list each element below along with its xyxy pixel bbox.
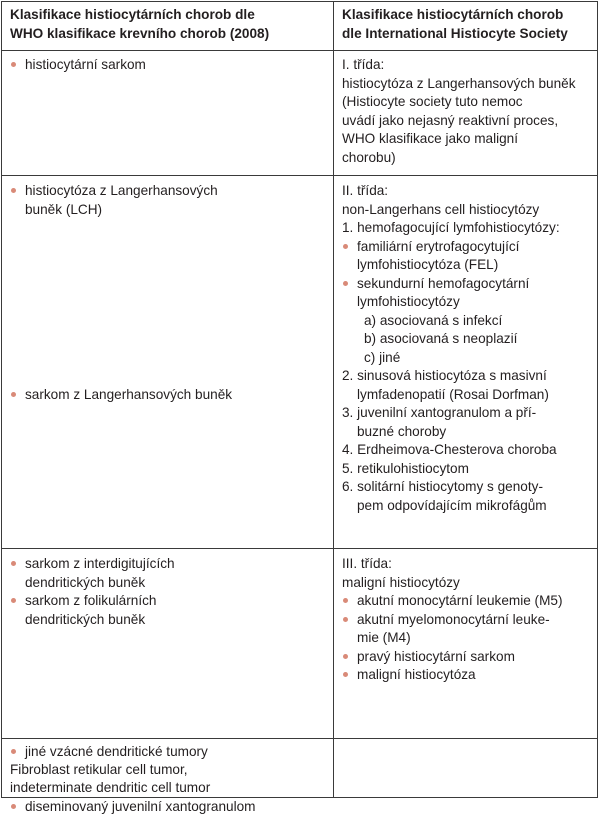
list-item <box>10 555 326 592</box>
row4-who-content <box>10 742 330 816</box>
row2-ihs-cell <box>342 182 594 515</box>
list-item-line: familiární erytrofagocytující <box>357 238 594 257</box>
list-item-line: histiocytóza z Langerhansových <box>25 182 326 201</box>
numbered-item-cont: lymfadenopatií (Rosai Dorfman) <box>342 386 594 405</box>
table-row <box>2 549 597 739</box>
sub-item: a) asociovaná s infekcí <box>342 312 594 331</box>
header-who-line: WHO klasifikace krevního chorob (2008) <box>10 25 326 44</box>
row2-who-cell <box>10 182 326 405</box>
row3-ihs-cell <box>342 555 594 685</box>
class-note: uvádí jako nejasný reaktivní proces, <box>342 112 594 131</box>
list-item-line: indeterminate dendritic cell tumor <box>10 779 330 798</box>
list-item: diseminovaný juvenilní xantogranulom <box>10 798 330 816</box>
numbered-item: 5. retikulohistiocytom <box>342 460 594 479</box>
class-name: non-Langerhans cell histiocytózy <box>342 201 594 220</box>
classification-table <box>1 1 598 798</box>
list-item <box>342 611 594 648</box>
header-who <box>10 6 326 43</box>
table-header <box>2 2 597 51</box>
row1-ihs-cell <box>342 56 594 167</box>
header-ihs-line: Klasifikace histiocytárních chorob <box>342 6 594 25</box>
class-label: III. třída: <box>342 555 594 574</box>
list-item-line: sarkom z interdigitujících <box>25 555 326 574</box>
class-note: (Histiocyte society tuto nemoc <box>342 93 594 112</box>
numbered-item: 3. juvenilní xantogranulom a pří- <box>342 404 594 423</box>
header-who-line: Klasifikace histiocytárních chorob dle <box>10 6 326 25</box>
list-item <box>342 238 594 275</box>
list-item-line: lymfohistiocytóza (FEL) <box>357 256 594 275</box>
list-item: histiocytární sarkom <box>10 56 326 75</box>
list-item <box>342 275 594 312</box>
table-row <box>2 176 597 549</box>
class-name: histiocytóza z Langerhansových buněk <box>342 75 594 94</box>
list-item <box>10 182 326 219</box>
list-item-line: mie (M4) <box>357 629 594 648</box>
list-item-line: buněk (LCH) <box>25 201 326 220</box>
list-item-line: lymfohistiocytózy <box>357 293 594 312</box>
list-item-line: dendritických buněk <box>25 574 326 593</box>
class-label: I. třída: <box>342 56 594 75</box>
header-ihs <box>342 6 594 43</box>
list-item: sarkom z Langerhansových buněk <box>10 386 326 405</box>
list-item <box>10 592 326 629</box>
numbered-item: 6. solitární histiocytomy s genoty- <box>342 478 594 497</box>
list-item-line: akutní myelomonocytární leuke- <box>357 611 594 630</box>
class-note: WHO klasifikace jako maligní <box>342 130 594 149</box>
list-item-line: sekundurní hemofagocytární <box>357 275 594 294</box>
row1-who-cell <box>10 56 326 75</box>
list-item: pravý histiocytární sarkom <box>342 648 594 667</box>
list-item-line: dendritických buněk <box>25 611 326 630</box>
sub-item: c) jiné <box>342 349 594 368</box>
list-item-line: Fibroblast retikular cell tumor, <box>10 761 330 780</box>
numbered-item: 1. hemofagocující lymfohistiocytózy: <box>342 219 594 238</box>
header-ihs-line: dle International Histiocyte Society <box>342 25 594 44</box>
numbered-item: 4. Erdheimova-Chesterova choroba <box>342 441 594 460</box>
numbered-item: 2. sinusová histiocytóza s masivní <box>342 367 594 386</box>
table-row <box>2 50 597 176</box>
list-item: akutní monocytární leukemie (M5) <box>342 592 594 611</box>
list-item-line: sarkom z folikulárních <box>25 592 326 611</box>
numbered-item-cont: pem odpovídajícím mikrofágům <box>342 497 594 516</box>
list-item: maligní histiocytóza <box>342 666 594 685</box>
list-item-line: jiné vzácné dendritické tumory <box>25 743 326 762</box>
class-name: maligní histiocytózy <box>342 574 594 593</box>
sub-item: b) asociovaná s neoplazií <box>342 330 594 349</box>
class-note: chorobu) <box>342 149 594 168</box>
numbered-item-cont: buzné choroby <box>342 423 594 442</box>
class-label: II. třída: <box>342 182 594 201</box>
row3-who-cell <box>10 555 326 629</box>
